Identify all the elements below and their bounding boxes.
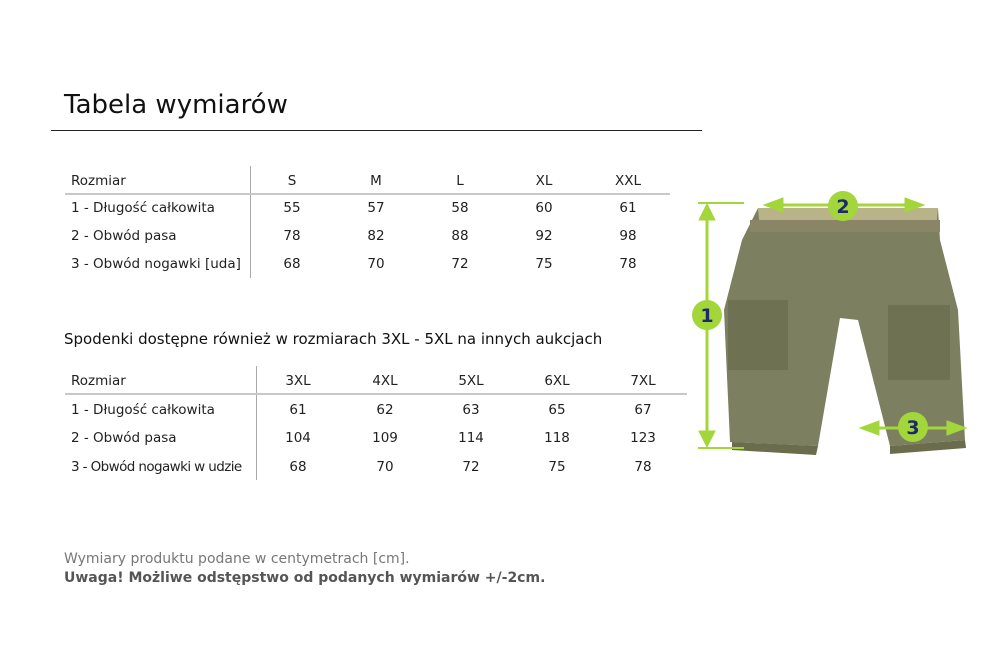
shorts-image: [724, 208, 966, 455]
size-header: 4XL: [372, 373, 398, 389]
size-header: 3XL: [285, 373, 311, 389]
measurement-value: 104: [285, 430, 311, 446]
header-label: Rozmiar: [71, 173, 126, 189]
tolerance-warning: Uwaga! Możliwe odstępstwo od podanych wymiarów +/-2cm.: [64, 570, 546, 586]
size-header: 6XL: [544, 373, 570, 389]
row-label: 1 - Długość całkowita: [71, 200, 215, 216]
column-divider: [256, 366, 257, 480]
measurement-value: 75: [535, 256, 553, 272]
size-header: 7XL: [630, 373, 656, 389]
units-note: Wymiary produktu podane w centymetrach [cm].: [64, 551, 410, 567]
measurement-value: 118: [544, 430, 570, 446]
marker-label: 1: [700, 305, 714, 327]
measurement-value: 88: [451, 228, 469, 244]
availability-note: Spodenki dostępne również w rozmiarach 3XL - 5XL na innych aukcjach: [64, 330, 603, 348]
row-label: 3 - Obwód nogawki [uda]: [71, 256, 241, 272]
marker-2: [828, 191, 858, 221]
measurement-value: 67: [634, 402, 652, 418]
measurement-value: 57: [367, 200, 385, 216]
size-header: L: [456, 173, 464, 189]
measurement-value: 82: [367, 228, 385, 244]
measurement-value: 114: [458, 430, 484, 446]
row-label: 2 - Obwód pasa: [71, 228, 177, 244]
row-label: 3 - Obwód nogawki w udzie: [71, 459, 242, 475]
header-divider: [65, 193, 670, 195]
size-header: M: [370, 173, 382, 189]
measurement-value: 63: [462, 402, 480, 418]
row-label: 1 - Długość całkowita: [71, 402, 215, 418]
measurement-value: 123: [630, 430, 656, 446]
row-label: 2 - Obwód pasa: [71, 430, 177, 446]
measurement-value: 109: [372, 430, 398, 446]
marker-label: 2: [836, 196, 850, 218]
measurement-value: 62: [376, 402, 394, 418]
measurement-value: 72: [462, 459, 480, 475]
measurement-value: 78: [283, 228, 301, 244]
title-divider: [51, 130, 702, 131]
measurement-value: 65: [548, 402, 566, 418]
measurement-value: 75: [548, 459, 566, 475]
measurement-value: 72: [451, 256, 469, 272]
measurement-value: 60: [535, 200, 553, 216]
measurement-value: 92: [535, 228, 553, 244]
column-divider: [250, 166, 251, 278]
size-header: XL: [535, 173, 553, 189]
measurement-value: 78: [619, 256, 637, 272]
measurement-value: 55: [283, 200, 301, 216]
marker-1: [692, 300, 722, 330]
measurement-value: 70: [376, 459, 394, 475]
marker-3: [898, 412, 928, 442]
measurement-value: 68: [283, 256, 301, 272]
size-header: S: [287, 173, 297, 189]
measurement-value: 98: [619, 228, 637, 244]
page-title: Tabela wymiarów: [64, 90, 288, 120]
size-header: XXL: [614, 173, 642, 189]
marker-label: 3: [906, 417, 920, 439]
header-divider: [65, 393, 687, 395]
size-header: 5XL: [458, 373, 484, 389]
measurement-value: 78: [634, 459, 652, 475]
measurement-value: 70: [367, 256, 385, 272]
measurement-value: 58: [451, 200, 469, 216]
measurement-value: 61: [619, 200, 637, 216]
shorts-measurement-illustration: [690, 180, 990, 480]
measurement-value: 61: [289, 402, 307, 418]
header-label: Rozmiar: [71, 373, 126, 389]
measurement-value: 68: [289, 459, 307, 475]
